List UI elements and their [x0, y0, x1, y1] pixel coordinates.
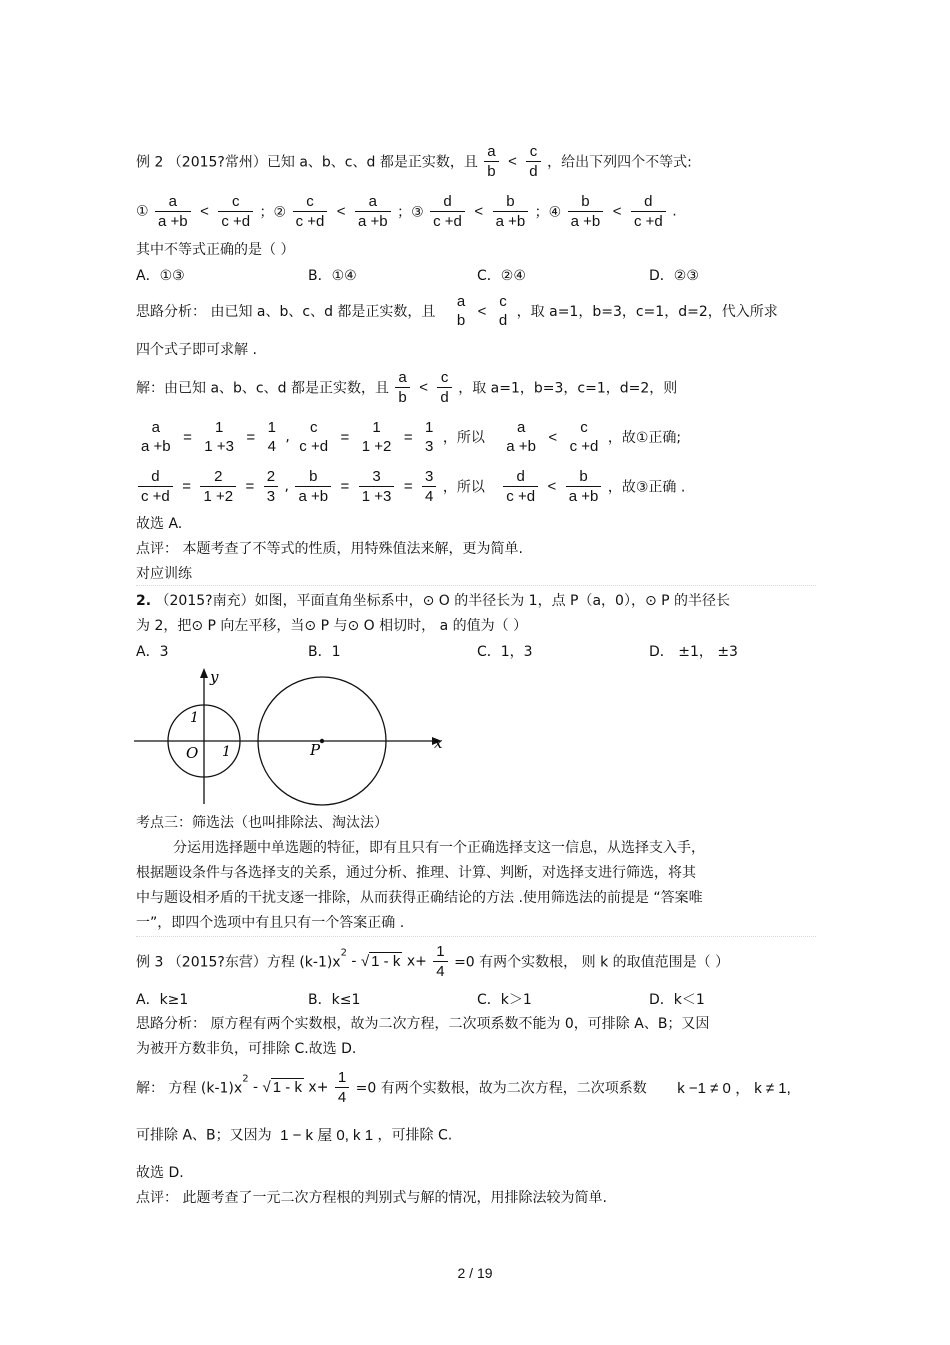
y-axis-arrow [200, 668, 208, 678]
divider [136, 936, 816, 937]
option-a: A．①③ [136, 268, 185, 284]
option-a: A．3 [136, 644, 169, 660]
fraction: $\frac{c}{d}$ [437, 368, 451, 407]
ex3-condition: k −1 ≠ 0 ， k ≠ 1, [677, 1080, 791, 1097]
fraction: 1 1 +3 [204, 419, 234, 455]
fraction: $\frac{3}{4}$ [422, 467, 436, 506]
fraction: a b [456, 293, 466, 329]
q2-text-1: （2015?南充）如图，平面直角坐标系中，⊙ O 的半径长为 1，点 P（a，0），⊙ P 的半径长 [155, 593, 731, 609]
training-heading: 对应训练 [136, 566, 192, 582]
fraction: a a +b [506, 419, 536, 455]
ex2-analysis-tail: 四个式子即可求解 . [136, 342, 257, 358]
fraction: $\frac{c}{c +d}$ [293, 192, 328, 231]
ex2-intro-line: 例 2 （2015?常州）已知 a、b、c、d 都是正实数，且 $\frac{a}{b}$ < $\frac{c}{d}$ ，给出下列四个不等式: [136, 143, 692, 180]
q2-number: 2. [136, 593, 152, 609]
page-number: 2 / 19 [457, 1265, 493, 1281]
fraction: a a +b [141, 419, 171, 455]
fraction: c c +d [299, 419, 329, 455]
q2-line2: 为 2，把⊙ P 向左平移，当⊙ P 与⊙ O 相切时， a 的值为（ ） [136, 618, 528, 634]
option-c: C．②④ [477, 268, 526, 284]
ex3-intro-tail: =0 有两个实数根， 则 k 的取值范围是（ ） [454, 954, 730, 971]
sqrt-expression: √ 1 - k [360, 953, 401, 970]
fraction: 1 3 [425, 419, 434, 455]
tick-1-y: 1 [190, 710, 199, 726]
kp3-p1: 分运用选择题中单选题的特征，即有且只有一个正确选择支这一信息，从选择支入手， [173, 840, 705, 856]
fraction: c d [498, 293, 508, 329]
ex3-solution-line: 解： 方程 $(k-1)x^2$ - √ 1 - k x+ $\frac{1}{4}$ =0 有两个实数根，故为二次方程，二次项系数 k −1 ≠ 0 ， k ≠ 1, [136, 1069, 791, 1106]
coordinate-figure [130, 664, 450, 808]
fraction: $\frac{c}{c +d}$ [218, 192, 253, 231]
option-b: B．1 [308, 644, 341, 660]
fraction: $\frac{d}{c +d}$ [631, 192, 666, 231]
fraction: $\frac{b}{a +b}$ [568, 192, 604, 231]
kp3-p3: 中与题设相矛盾的干扰支逐一排除，从而获得正确结论的方法 .使用筛选法的前提是 “答案唯 [136, 890, 703, 906]
sqrt-expression: √ 1 - k [262, 1079, 302, 1096]
fraction: c c +d [569, 419, 599, 455]
ex3-solution-line-2: 可排除 A、B；又因为 1 − k 屋 0, k 1 ，可排除 C. [136, 1127, 453, 1144]
divider [136, 585, 816, 586]
q2-line1 [136, 591, 730, 611]
fraction: $\frac{3}{1 +3}$ [359, 467, 395, 506]
fraction: $\frac{2}{1 +2}$ [200, 467, 236, 506]
ex3-intro: 例 3 （2015?东营）方程 (k-1)x [136, 954, 341, 971]
point-p [320, 739, 324, 743]
p-label: P [310, 741, 321, 759]
kp3-title: 考点三：筛选法（也叫排除法、淘汰法） [136, 815, 388, 831]
ex3-analysis-1: 思路分析： 原方程有两个实数根，故为二次方程，二次项系数不能为 0，可排除 A、B；又因 [136, 1016, 710, 1032]
fraction: $\frac{c}{d}$ [526, 142, 540, 181]
fraction: $\frac{b}{a +b}$ [493, 192, 529, 231]
ex3-comment: 点评： 此题考查了一元二次方程根的判别式与解的情况，用排除法较为简单. [136, 1190, 607, 1206]
fraction: 1 4 [267, 419, 276, 455]
fraction: $\frac{1}{4}$ [433, 942, 447, 981]
ex3-condition-2: 1 − k 屋 0, k 1 [280, 1127, 374, 1144]
ex3-answer: 故选 D. [136, 1165, 184, 1181]
ex2-intro-tail: ，给出下列四个不等式: [547, 154, 692, 171]
fraction: $\frac{a}{a +b}$ [155, 192, 191, 231]
kp3-p4: 一”，即四个选项中有且只有一个答案正确 . [136, 915, 405, 931]
fraction: $\frac{d}{c +d}$ [138, 467, 173, 506]
option-d: D．k＜1 [649, 992, 705, 1008]
option-c: C．k＞1 [477, 992, 532, 1008]
fraction: 1 1 +2 [361, 419, 392, 455]
option-b: B．k≤1 [308, 992, 361, 1008]
fraction: $\frac{b}{a +b}$ [295, 467, 331, 506]
fraction: $\frac{d}{c +d}$ [430, 192, 465, 231]
kp3-p2: 根据题设条件与各选择支的关系，通过分析、推理、计算、判断，对选择支进行筛选，将其 [136, 865, 696, 881]
origin-label: O [186, 744, 199, 762]
tick-1-x: 1 [222, 744, 231, 760]
ex3-analysis-2: 为被开方数非负，可排除 C.故选 D. [136, 1041, 357, 1057]
ex2-comment: 点评： 本题考查了不等式的性质，用特殊值法来解，更为简单. [136, 541, 523, 557]
fraction: $\frac{a}{a +b}$ [355, 192, 391, 231]
option-d: D． ±1， ±3 [649, 644, 738, 660]
fraction: $\frac{d}{c +d}$ [503, 467, 538, 506]
fraction: $\frac{2}{3}$ [264, 467, 278, 506]
option-d: D．②③ [649, 268, 699, 284]
ex2-intro: 例 2 （2015?常州）已知 a、b、c、d 都是正实数，且 [136, 154, 478, 171]
ex2-question: 其中不等式正确的是（ ） [136, 242, 295, 258]
ex2-answer: 故选 A. [136, 516, 183, 532]
ex2-solution-line: 解：由已知 a、b、c、d 都是正实数，且 $\frac{a}{b}$ < $\frac{c}{d}$ ，取 a=1，b=3，c=1，d=2，则 [136, 369, 678, 406]
fraction: $\frac{a}{b}$ [395, 368, 409, 407]
ex2-calc-2: $\frac{d}{c +d}$ = $\frac{2}{1 +2}$ = $\frac{2}{3}$ , $\frac{b}{a +b}$ = $\frac{3}{1 +3}$ = $\frac{3}{4}$ ，所以 $\frac{d}{c +d}$ < $\frac{b}{a +b}$ ，故③正确 . [136, 467, 685, 506]
x-label: x [434, 734, 443, 752]
ex3-intro-line: 例 3 （2015?东营）方程 $(k-1)x^2$ - √ 1 - k x+ $\frac{1}{4}$ =0 有两个实数根， 则 k 的取值范围是（ ） [136, 943, 730, 980]
option-b: B．①④ [308, 268, 357, 284]
ex2-analysis-line: 思路分析： 由已知 a、b、c、d 都是正实数，且 a b < c d ，取 a=1，b=3，c=1，d=2，代入所求 [136, 293, 778, 329]
ex2-calc-1: a a +b = 1 1 +3 = 1 4 , c c +d = 1 1 +2 = 1 3 ，所以 a a +b < c c +d ，故①正确; [136, 418, 681, 456]
option-c: C．1，3 [477, 644, 533, 660]
y-label: y [210, 668, 219, 686]
option-a: A．k≥1 [136, 992, 189, 1008]
fraction: $\frac{b}{a +b}$ [566, 467, 602, 506]
fraction: $\frac{1}{4}$ [335, 1068, 349, 1107]
ex2-inequalities: ① $\frac{a}{a +b}$ < $\frac{c}{c +d}$ ；② $\frac{c}{c +d}$ < $\frac{a}{a +b}$ ；③ $\frac{d}{c +d}$ < $\frac{b}{a +b}$ ；④ $\frac{b}{a +b}$ < $\frac{d}{c +d}$ . [136, 193, 677, 230]
fraction: $\frac{a}{b}$ [484, 142, 498, 181]
